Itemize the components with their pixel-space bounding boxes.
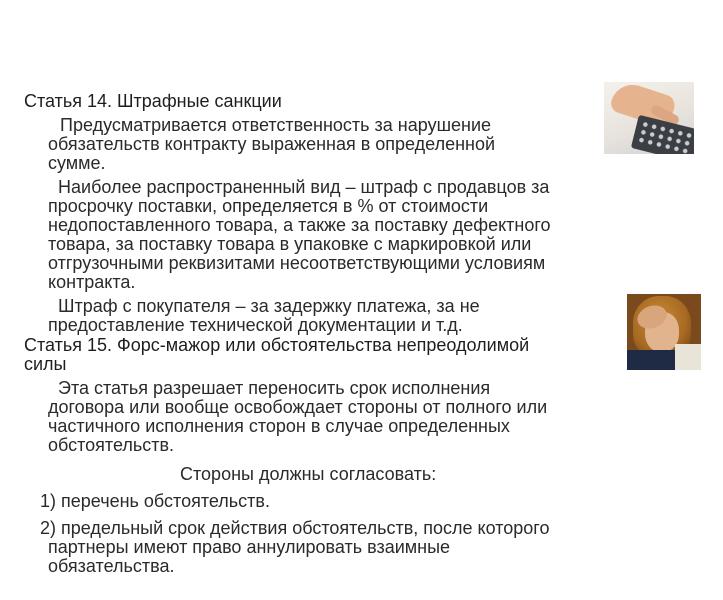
contract-articles-text bbox=[24, 92, 624, 576]
parties-must-agree-line: Стороны должны согласовать: bbox=[180, 464, 437, 484]
calculator-keys bbox=[636, 120, 694, 154]
list-item-1: 1) перечень обстоятельств. bbox=[40, 491, 270, 511]
calculator-shape bbox=[631, 115, 694, 154]
article-14-paragraph-2: Наиболее распространенный вид – штраф с продавцов за просрочку поставки, определяется в % от стоимости недопоставленного товара, а также за поставку дефектного товара, за поставку товара в упаковке с маркировкой или отгрузочными реквизитами несоответствующими условиям контракта. bbox=[48, 177, 551, 292]
list-item-2: 2) предельный срок действия обстоятельств, после которого партнеры имеют право аннулировать взаимные обязательства. bbox=[40, 518, 550, 576]
article-14-paragraph-1: Предусматривается ответственность за нарушение обязательств контракту выраженная в определенной сумме. bbox=[48, 115, 496, 173]
list-item-number: 2) bbox=[40, 518, 57, 538]
list-item-number: 1) bbox=[40, 491, 57, 511]
article-14-paragraph-3: Штраф с покупателя – за задержку платежа, за не предоставление технической документации и т.д. bbox=[48, 296, 480, 335]
article-15-paragraph-1: Эта статья разрешает переносить срок исполнения договора или вообще освобождает стороны от полного или частичного исполнения сторон в случае определенных обстоятельств. bbox=[48, 378, 548, 455]
papers-shape bbox=[675, 344, 701, 370]
article-14-heading: Статья 14. Штрафные санкции bbox=[24, 91, 282, 111]
article-15-heading: Статья 15. Форс-мажор или обстоятельства непреодолимой силы bbox=[24, 335, 530, 374]
stressed-woman-photo bbox=[627, 294, 701, 370]
